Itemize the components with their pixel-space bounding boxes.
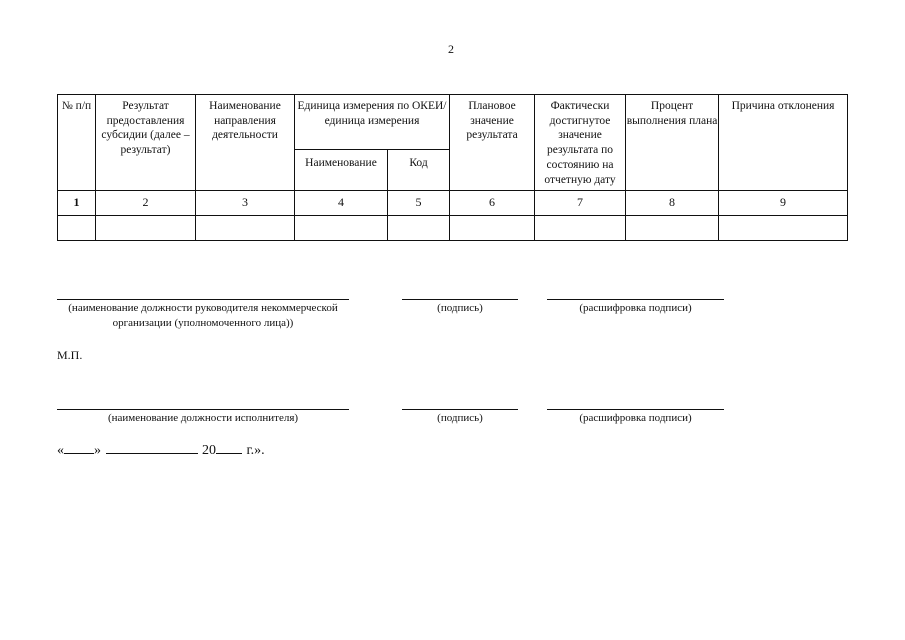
header-reason: Причина отклонения (719, 95, 848, 191)
executor-position-line[interactable] (57, 409, 349, 410)
column-number: 2 (96, 191, 196, 216)
header-direction: Наименование направления деятельности (196, 95, 295, 191)
year-prefix: 20 (202, 443, 216, 458)
column-number: 8 (626, 191, 719, 216)
header-actual: Фактически достигнутое значение результата по состоянию на отчетную дату (535, 95, 626, 191)
head-decode-caption: (расшифровка подписи) (579, 302, 692, 314)
column-number: 3 (196, 191, 295, 216)
results-table (57, 94, 848, 241)
header-percent: Процент выполнения плана (626, 95, 719, 191)
column-number: 7 (535, 191, 626, 216)
executor-position-caption: (наименование должности исполнителя) (107, 412, 299, 424)
table-cell[interactable] (626, 216, 719, 241)
day-field[interactable] (64, 441, 94, 454)
close-quote: » (94, 443, 101, 458)
head-position-line[interactable] (57, 299, 349, 300)
table-cell[interactable] (96, 216, 196, 241)
table-cell[interactable] (295, 216, 388, 241)
header-num: № п/п (58, 95, 96, 191)
page-number: 2 (448, 42, 454, 56)
header-unit-code: Код (388, 150, 450, 191)
column-number: 4 (295, 191, 388, 216)
table-cell[interactable] (196, 216, 295, 241)
stamp-label: М.П. (57, 348, 83, 362)
head-signature-line[interactable] (402, 299, 518, 300)
date-line (57, 441, 265, 459)
head-signature-caption: (подпись) (437, 302, 483, 314)
executor-signature-line[interactable] (402, 409, 518, 410)
executor-decode-caption: (расшифровка подписи) (579, 412, 692, 424)
header-unit: Единица измерения по ОКЕИ/единица измерения (295, 95, 450, 150)
column-number: 6 (450, 191, 535, 216)
year-suffix: г.». (246, 443, 265, 458)
table-cell[interactable] (450, 216, 535, 241)
month-field[interactable] (106, 441, 198, 454)
executor-decode-line[interactable] (547, 409, 724, 410)
head-position-caption: (наименование должности руководителя некоммерческой организации (уполномоченного лица)) (68, 302, 338, 329)
table-cell[interactable] (388, 216, 450, 241)
column-number-row (58, 191, 848, 216)
table-cell[interactable] (719, 216, 848, 241)
year-field[interactable] (216, 441, 242, 454)
column-number: 9 (719, 191, 848, 216)
header-planned: Плановое значение результата (450, 95, 535, 191)
table-cell[interactable] (58, 216, 96, 241)
header-unit-name: Наименование (295, 150, 388, 191)
column-number: 5 (388, 191, 450, 216)
table-row (58, 216, 848, 241)
head-decode-line[interactable] (547, 299, 724, 300)
open-quote: « (57, 443, 64, 458)
column-number: 1 (58, 191, 96, 216)
table-cell[interactable] (535, 216, 626, 241)
executor-signature-caption: (подпись) (437, 412, 483, 424)
header-result: Результат предоставления субсидии (далее – результат) (96, 95, 196, 191)
